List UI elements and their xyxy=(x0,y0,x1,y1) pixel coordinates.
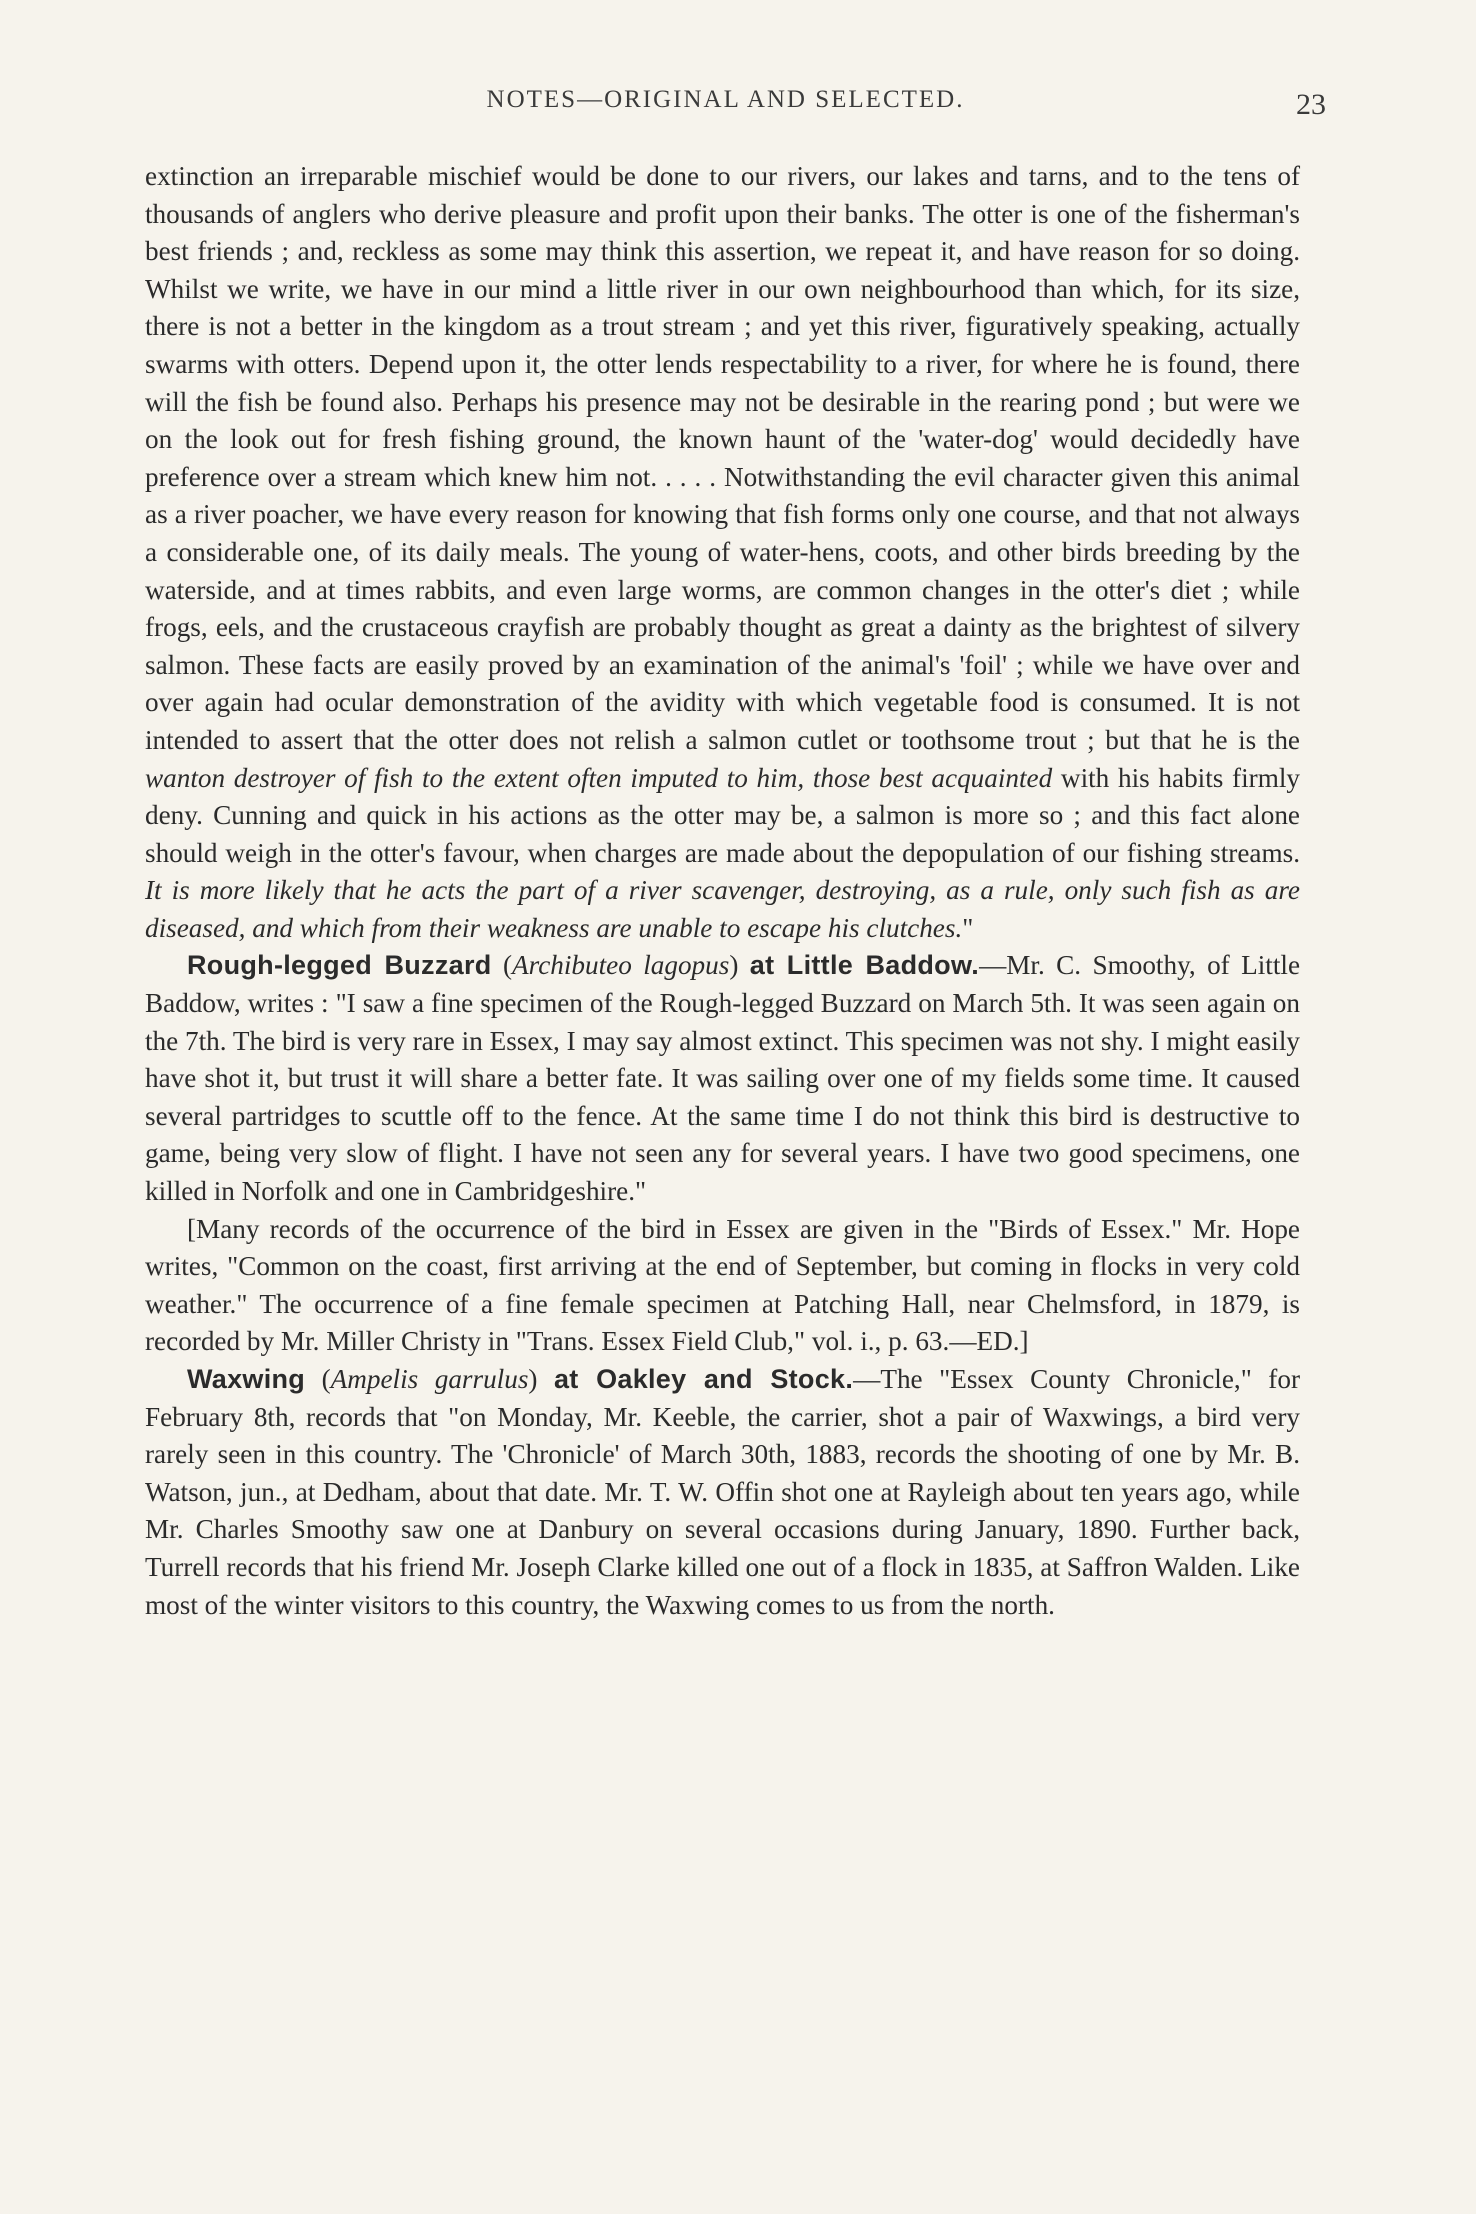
buzzard-paragraph xyxy=(145,947,1300,1210)
running-title: NOTES—ORIGINAL AND SELECTED. xyxy=(486,86,965,113)
buzzard-paren-open: ( xyxy=(491,950,513,981)
otter-italic-1: wanton destroyer of fish to the extent often imputed to him, those best acquainted xyxy=(145,762,1053,793)
page-number: 23 xyxy=(1296,88,1326,121)
waxwing-location: at Oakley and Stock. xyxy=(553,1364,854,1394)
editor-note-text: [Many records of the occurrence of the bird in Essex are given in the "Birds of Essex." Mr. Hope writes, "Common on the coast, first arriving at the end of September, but coming in flocks in very cold weather." The occurrence of a fine female specimen at Patching Hall, near Chelmsford, in 1879, is recorded by Mr. Miller Christy in "Trans. Essex Field Club," vol. i., p. 63.—ED.] xyxy=(145,1213,1300,1357)
buzzard-text: —Mr. C. Smoothy, of Little Baddow, writes : "I saw a fine specimen of the Rough-legged Buzzard on March 5th. It was seen again on the 7th. The bird is very rare in Essex, I may say almost extinct. This specimen was not shy. I might easily have shot it, but trust it will share a better fate. It was sailing over one of my fields some time. It caused several partridges to scuttle off to the fence. At the same time I do not think this bird is destructive to game, being very slow of flight. I have not seen any for several years. I have two good specimens, one killed in Norfolk and one in Cambridgeshire." xyxy=(145,950,1301,1207)
buzzard-latin-name: Archibuteo lagopus xyxy=(512,950,730,981)
otter-close-quote: " xyxy=(962,912,974,943)
running-head xyxy=(145,86,1326,126)
otter-text-1: extinction an irreparable mischief would be done to our rivers, our lakes and tarns, and to the tens of thousands of anglers who derive pleasure and profit upon their banks. The otter is one of the fisherman's best friends ; and, reckless as some may think this assertion, we repeat it, and have reason for so doing. Whilst we write, we have in our mind a little river in our own neighbourhood than which, for its size, there is not a better in the kingdom as a trout stream ; and yet this river, figuratively speaking, actually swarms with otters. Depend upon it, the otter lends respectability to a river, for where he is found, there will the fish be found also. Perhaps his presence may not be desirable in the rearing pond ; but were we on the look out for fresh fishing ground, the known haunt of the 'water-dog' would decidedly have preference over a stream which knew him not. . . . . Notwithstanding the evil character given this animal as a river poacher, we have every reason for knowing that fish forms only one course, and that not always a considerable one, of its daily meals. The young of water-hens, coots, and other birds breeding by the waterside, and at times rabbits, and even large worms, are common changes in the otter's diet ; while frogs, eels, and the crustaceous crayfish are probably thought as great a dainty as the brightest of silvery salmon. These facts are easily proved by an examination of the animal's 'foil' ; while we have over and over again had ocular demonstration of the avidity with which vegetable food is consumed. It is not intended to assert that the otter does not relish a salmon cutlet or toothsome trout ; but that he is the xyxy=(145,161,1300,755)
waxwing-latin-name: Ampelis garrulus xyxy=(330,1364,529,1394)
buzzard-paren-close: ) xyxy=(729,950,750,981)
waxwing-paragraph xyxy=(145,1361,1300,1624)
otter-paragraph xyxy=(145,158,1300,947)
buzzard-heading: Rough-legged Buzzard xyxy=(187,950,492,981)
editor-note-paragraph xyxy=(145,1211,1300,1361)
otter-text-2: with his habits firmly deny. Cunning and quick in his actions as the otter may be, a salmon is more so ; and this fact alone should weigh in the otter's favour, when charges are made about the depopulation of our fishing streams. xyxy=(145,762,1301,868)
buzzard-location: at Little Baddow. xyxy=(749,950,980,981)
waxwing-heading: Waxwing xyxy=(187,1364,306,1394)
waxwing-paren-close: ) xyxy=(528,1364,554,1394)
otter-italic-2: It is more likely that he acts the part of a river scavenger, destroying, as a rule, only such fish as are diseased, and which from their weakness are unable to escape his clutches. xyxy=(145,875,1300,943)
waxwing-text: —The "Essex County Chronicle," for February 8th, records that "on Monday, Mr. Keeble, the carrier, shot a pair of Waxwings, a bird very rarely seen in this country. The 'Chronicle' of March 30th, 1883, records the shooting of one by Mr. B. Watson, jun., at Dedham, about that date. Mr. T. W. Offin shot one at Rayleigh about ten years ago, while Mr. Charles Smoothy saw one at Danbury on several occasions during January, 1890. Further back, Turrell records that his friend Mr. Joseph Clarke killed one out of a flock in 1835, at Saffron Walden. Like most of the winter visitors to this country, the Waxwing comes to us from the north. xyxy=(145,1364,1300,1620)
waxwing-paren-open: ( xyxy=(305,1364,331,1394)
body-text xyxy=(145,158,1300,1624)
